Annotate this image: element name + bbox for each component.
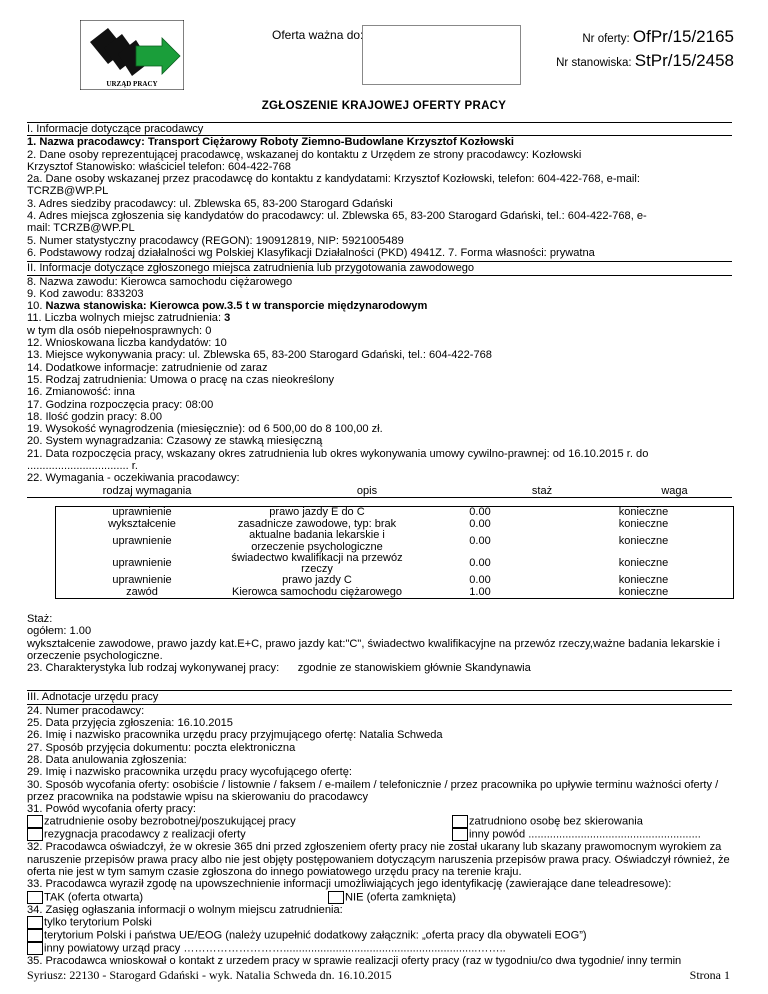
checkbox-other-office[interactable] xyxy=(27,942,43,955)
acceptance-method: 27. Sposób przyjęcia dokumentu: poczta elektroniczna xyxy=(27,741,296,754)
table-row: uprawnienie prawo jazdy C 0.00 konieczne xyxy=(112,574,669,587)
accepting-officer: 26. Imię i nazwisko pracownika urzędu pracy przyjmującego ofertę: Natalia Schweda xyxy=(27,729,443,742)
section-1-title: I. Informacje dotyczące pracodawcy xyxy=(27,122,732,135)
footer-left: Syriusz: 22130 - Starogard Gdański - wyk. Natalia Schweda dn. 16.10.2015 xyxy=(27,968,392,982)
candidate-contact-email: TCRZB@WP.PL xyxy=(27,185,109,198)
checkbox-unemployed-hired[interactable] xyxy=(27,815,43,828)
staz-label: Staż: xyxy=(27,612,53,625)
checkbox-poland-only[interactable] xyxy=(27,916,43,929)
vacancies: 11. Liczba wolnych miejsc zatrudnienia: 3 xyxy=(27,312,231,325)
offer-valid-label: Oferta ważna do: xyxy=(272,28,364,42)
employer-number: 24. Numer pracodawcy: xyxy=(27,704,145,717)
shifts: 16. Zmianowość: inna xyxy=(27,386,135,399)
employer-address: 3. Adres siedziby pracodawcy: ul. Zblewska 65, 83-200 Starogard Gdański xyxy=(27,197,393,210)
requirements-summary: wykształcenie zawodowe, prawo jazdy kat.E+C, prawo jazdy kat:"C", świadectwo kwalifikacyjne na przewóz rzeczy,ważne badania lekarskie i orzeczenie psychologiczne. xyxy=(27,637,721,662)
application-address-cont: mail: TCRZB@WP.PL xyxy=(27,222,135,235)
pay-system: 20. System wynagradzania: Czasowy ze stawką miesięczną xyxy=(27,435,323,448)
employer-contact-cont: Krzysztof Stanowisko: właściciel telefon: 604-422-768 xyxy=(27,160,291,173)
requirements-title: 22. Wymagania - oczekiwania pracodawcy: xyxy=(27,472,240,485)
acceptance-date: 25. Data przyjęcia zgłoszenia: 16.10.2015 xyxy=(27,717,233,730)
checkbox-poland-eu[interactable] xyxy=(27,929,43,942)
additional-info: 14. Dodatkowe informacje: zatrudnienie od zaraz xyxy=(27,361,268,374)
offer-valid-date-box xyxy=(362,25,521,85)
offer-no: OfPr/15/2165 xyxy=(632,27,734,46)
page-number: Strona 1 xyxy=(689,968,730,982)
offer-ids xyxy=(556,26,734,74)
requirements-header xyxy=(27,485,732,498)
hours-count: 18. Ilość godzin pracy: 8.00 xyxy=(27,410,163,423)
checkbox-hired-without-referral[interactable] xyxy=(452,815,468,828)
consent-title: 33. Pracodawca wyraził zgodę na upowszechnienie informacji umożliwiających jego identyfikację (zawierające dane teleadresowe): xyxy=(27,878,672,891)
employer-contact: 2. Dane osoby reprezentującej pracodawcę, wskazanej do kontaktu z Urzędem ze strony pracodawcy: Kozłowski xyxy=(27,148,582,161)
start-date: 21. Data rozpoczęcia pracy, wskazany okres zatrudnienia lub okres wykonywania umowy cywilno-prawnej: od 16.10.2015 r. do xyxy=(27,447,649,460)
requirements-table xyxy=(55,506,734,599)
application-address: 4. Adres miejsca zgłoszenia się kandydatów do pracodawcy: ul. Zblewska 65, 83-200 Starogard Gdański, tel.: 604-422-768, e- xyxy=(27,210,647,223)
req-header-desc: opis xyxy=(267,485,467,498)
table-row: zawód Kierowca samochodu ciężarowego 1.00 konieczne xyxy=(126,585,669,598)
scope-title: 34. Zasięg ogłaszania informacji o wolnym miejscu zatrudnienia: xyxy=(27,903,343,916)
vacancies-disabled: w tym dla osób niepełnosprawnych: 0 xyxy=(27,324,212,337)
logo-text: URZĄD PRACY xyxy=(106,80,158,88)
section-2-title: II. Informacje dotyczące zgłoszonego miejsca zatrudnienia lub przygotowania zawodowego xyxy=(27,261,732,274)
req-header-staz: staż xyxy=(467,485,617,498)
document-title: ZGŁOSZENIE KRAJOWEJ OFERTY PRACY xyxy=(261,100,507,112)
req-header-type: rodzaj wymagania xyxy=(27,485,267,498)
req-header-waga: waga xyxy=(617,485,732,498)
contact-request: 35. Pracodawca wnioskował o kontakt z urzedem pracy w sprawie realizacji oferty pracy (raz w tygodniu/co dwa tygodnie/ inny termin xyxy=(27,954,682,967)
document-content: I. Informacje dotyczące pracodawcy 1. Nazwa pracodawcy: Transport Ciężarowy Roboty Ziemno-Budowlane Krzysztof Kozłowski 2. Dane osoby reprezentującej pracodawcę, wskazanej do kontaktu z Urzędem ze strony pracodawcy: Kozłowski Krzysztof Stanowisko: właściciel telefon: 604-422-768 2a. Dane osoby wskazanej przez pracodawcę do kontaktu z kandydatami: Krzysztof Kozłowski, telefon: 604-422-768, e-mail: TCRZB@WP.PL 3. Adres siedziby pracodawcy: ul. Zblewska 65, 83-200 Starogard Gdański 4. Adres miejsca zgłoszenia się kandydatów do pracodawcy: ul. Zblewska 65, 83-200 Starogard Gdański, tel.: 604-422-768, e- mail: TCRZB@WP.PL 5. Numer statystyczny pracodawcy (REGON): 190912819, NIP: 5921005489 6. Podstawowy rodzaj działalności wg Polskiej Klasyfikacji Działalności (PKD) 4941Z. 7. Forma własności: prywatna II. Informacje dotyczące zgłoszonego miejsca zatrudnienia lub przygotowania zawodowego 8. Nazwa zawodu: Kierowca samochodu ciężarowego 9. Kod zawodu: 833203 10. Nazwa stanowiska: Kierowca pow.3.5 t w transporcie międzynarodowym 11. Liczba wolnych miejsc zatrudnienia: 3 w tym dla osób niepełnosprawnych: 0 12. Wnioskowana liczba kandydatów: 10 13. Miejsce wykonywania pracy: ul. Zblewska 65, 83-200 Starogard Gdański, tel.: 604-422-768 14. Dodatkowe informacje: zatrudnienie od zaraz 15. Rodzaj zatrudnienia: Umowa o pracę na czas nieokreślony 16. Zmianowość: inna 17. Godzina rozpoczęcia pracy: 08:00 18. Ilość godzin pracy: 8.00 19. Wysokość wynagrodzenia (miesięcznie): od 6 500,00 do 8 100,00 zł. 20. System wynagradzania: Czasowy ze stawką miesięczną 21. Data rozpoczęcia pracy, wskazany okres zatrudnienia lub okres wykonywania umowy cywilno-prawnej: od 16.10.2015 r. do ................................. r. 22. Wymagania - oczekiwania pracodawcy: rodzaj wymagania opis staż waga uprawnienie prawo jazdy E do C 0.00 konieczne wykształcenie zasadnicze zawodowe, typ: brak 0.00 konieczne uprawnienie aktualne badania lekarskie i orzeczenie psychologiczne 0.00 konieczne uprawnienie świadectwo kwalifikacji na przewóz rzeczy 0.00 konieczne uprawnienie prawo jazdy C 0.00 konieczne zawód Kierowca samochodu ciężarowego 1.00 konieczne Staż: ogółem: 1.00 wykształcenie zawodowe, prawo jazdy kat.E+C, prawo jazdy kat:"C", świadectwo kwalifikacyjne na przewóz rzeczy,ważne badania lekarskie i orzeczenie psychologiczne. 23. Charakterystyka lub rodzaj wykonywanej pracy: zgodnie ze stanowiskiem głównie Skandynawia III. Adnotacje urzędu pracy 24. Numer pracodawcy: 25. Data przyjęcia zgłoszenia: 16.10.2015 26. Imię i nazwisko pracownika urzędu pracy przyjmującego ofertę: Natalia Schweda 27. Sposób przyjęcia dokumentu: poczta elektroniczna 28. Data anulowania zgłoszenia: 29. Imię i nazwisko pracownika urzędu pracy wycofującego ofertę: 30. Sposób wycofania oferty: osobiście / listownie / faksem / e-mailem / telefonicznie / przez pracownika po upływie terminu ważności oferty / przez pracownika na podstawie wpisu na skierowaniu do pracodawcy 31. Powód wycofania oferty pracy: zatrudnienie osoby bezrobotnej/poszukującej pracy zatrudniono osobę bez skierowania rezygnacja pracodawcy z realizacji oferty inny powód ........................................................ 32. Pracodawca oświadczył, że w okresie 365 dni przed zgłoszeniem oferty pracy nie został ukarany lub skazany prawomocnym wyrokiem za naruszenie przepisów prawa pracy albo nie jest objęty postępowaniem dotyczącym naruszenia przepisów prawa pracy. Oświadczył również, że oferta nie jest w tym samym czasie zgłoszona do innego powiatowego urzędu pracy na terenie kraju. 33. Pracodawca wyraził zgodę na upowszechnienie informacji umożliwiających jego identyfikację (zawierające dane teleadresowe): TAK (oferta otwarta) NIE (oferta zamknięta) 34. Zasięg ogłaszania informacji o wolnym miejscu zatrudnienia: tylko terytorium Polski terytorium Polski i państwa UE/EOG (należy uzupełnić dodatkowy załącznik: „oferta pracy dla obywateli EOG”) inny powiatowy urząd pracy ………………………...............................................................…….. 35. Pracodawca wnioskował o kontakt z urzedem pracy w sprawie realizacji oferty pracy (raz w tygodniu/co dwa tygodnie/ inny termin xyxy=(27,120,732,967)
position-no-label: Nr stanowiska: xyxy=(556,57,632,69)
employment-type: 15. Rodzaj zatrudnienia: Umowa o pracę na czas nieokreślony xyxy=(27,373,335,386)
employer-declaration: 32. Pracodawca oświadczył, że w okresie 365 dni przed zgłoszeniem oferty pracy nie został ukarany lub skazany prawomocnym wyrokiem za naruszenie przepisów prawa pracy albo nie jest objęty postępowaniem dotyczącym naruszenia przepisów prawa pracy. Oświadczył również, że oferta nie jest w tym samym czasie zgłoszona do innego powiatowego urzędu pracy na terenie kraju. xyxy=(27,841,730,879)
page-footer xyxy=(27,968,730,983)
withdrawal-method: 30. Sposób wycofania oferty: osobiście / listownie / faksem / e-mailem / telefonicznie / przez pracownika po upływie terminu ważności oferty / przez pracownika na podstawie wpisu na skierowaniu do pracodawcy xyxy=(27,778,719,803)
checkbox-employer-resigned[interactable] xyxy=(27,828,43,841)
table-row: uprawnienie aktualne badania lekarskie i orzeczenie psychologiczne 0.00 konieczne xyxy=(112,529,669,553)
checkbox-other-reason[interactable] xyxy=(452,828,468,841)
start-hour: 17. Godzina rozpoczęcia pracy: 08:00 xyxy=(27,398,214,411)
salary: 19. Wysokość wynagrodzenia (miesięcznie): od 6 500,00 do 8 100,00 zł. xyxy=(27,423,383,436)
section-3-title: III. Adnotacje urzędu pracy xyxy=(27,690,732,703)
checkbox-tak[interactable] xyxy=(27,891,43,904)
withdrawing-officer: 29. Imię i nazwisko pracownika urzędu pracy wycofującego ofertę: xyxy=(27,766,352,779)
cancellation-date: 28. Data anulowania zgłoszenia: xyxy=(27,753,187,766)
table-row: wykształcenie zasadnicze zawodowe, typ: brak 0.00 konieczne xyxy=(108,517,669,530)
position-no: StPr/15/2458 xyxy=(634,51,734,70)
regon-nip: 5. Numer statystyczny pracodawcy (REGON): 190912819, NIP: 5921005489 xyxy=(27,234,404,247)
urzad-pracy-logo xyxy=(80,20,184,90)
work-place: 13. Miejsce wykonywania pracy: ul. Zblewska 65, 83-200 Starogard Gdański, tel.: 604-422-768 xyxy=(27,349,492,362)
position-name: 10. Nazwa stanowiska: Kierowca pow.3.5 t w transporcie międzynarodowym xyxy=(27,300,428,313)
pkd-ownership: 6. Podstawowy rodzaj działalności wg Polskiej Klasyfikacji Działalności (PKD) 4941Z. 7. Forma własności: prywatna xyxy=(27,246,595,259)
candidate-contact: 2a. Dane osoby wskazanej przez pracodawcę do kontaktu z kandydatami: Krzysztof Kozłowski, telefon: 604-422-768, e-mail: xyxy=(27,173,640,186)
employer-name: 1. Nazwa pracodawcy: Transport Ciężarowy Roboty Ziemno-Budowlane Krzysztof Kozłowski xyxy=(27,136,514,149)
staz-total: ogółem: 1.00 xyxy=(27,625,92,638)
occupation-name: 8. Nazwa zawodu: Kierowca samochodu ciężarowego xyxy=(27,275,293,288)
offer-no-label: Nr oferty: xyxy=(582,33,630,45)
work-description: 23. Charakterystyka lub rodzaj wykonywanej pracy: zgodnie ze stanowiskiem głównie Skandynawia xyxy=(27,662,531,675)
withdrawal-reason-title: 31. Powód wycofania oferty pracy: xyxy=(27,803,196,816)
start-date-cont: ................................. r. xyxy=(27,460,138,473)
checkbox-nie[interactable] xyxy=(328,891,344,904)
candidates-count: 12. Wnioskowana liczba kandydatów: 10 xyxy=(27,337,227,350)
occupation-code: 9. Kod zawodu: 833203 xyxy=(27,287,144,300)
table-row: uprawnienie prawo jazdy E do C 0.00 konieczne xyxy=(112,506,669,519)
table-row: uprawnienie świadectwo kwalifikacji na przewóz rzeczy 0.00 konieczne xyxy=(112,551,669,576)
